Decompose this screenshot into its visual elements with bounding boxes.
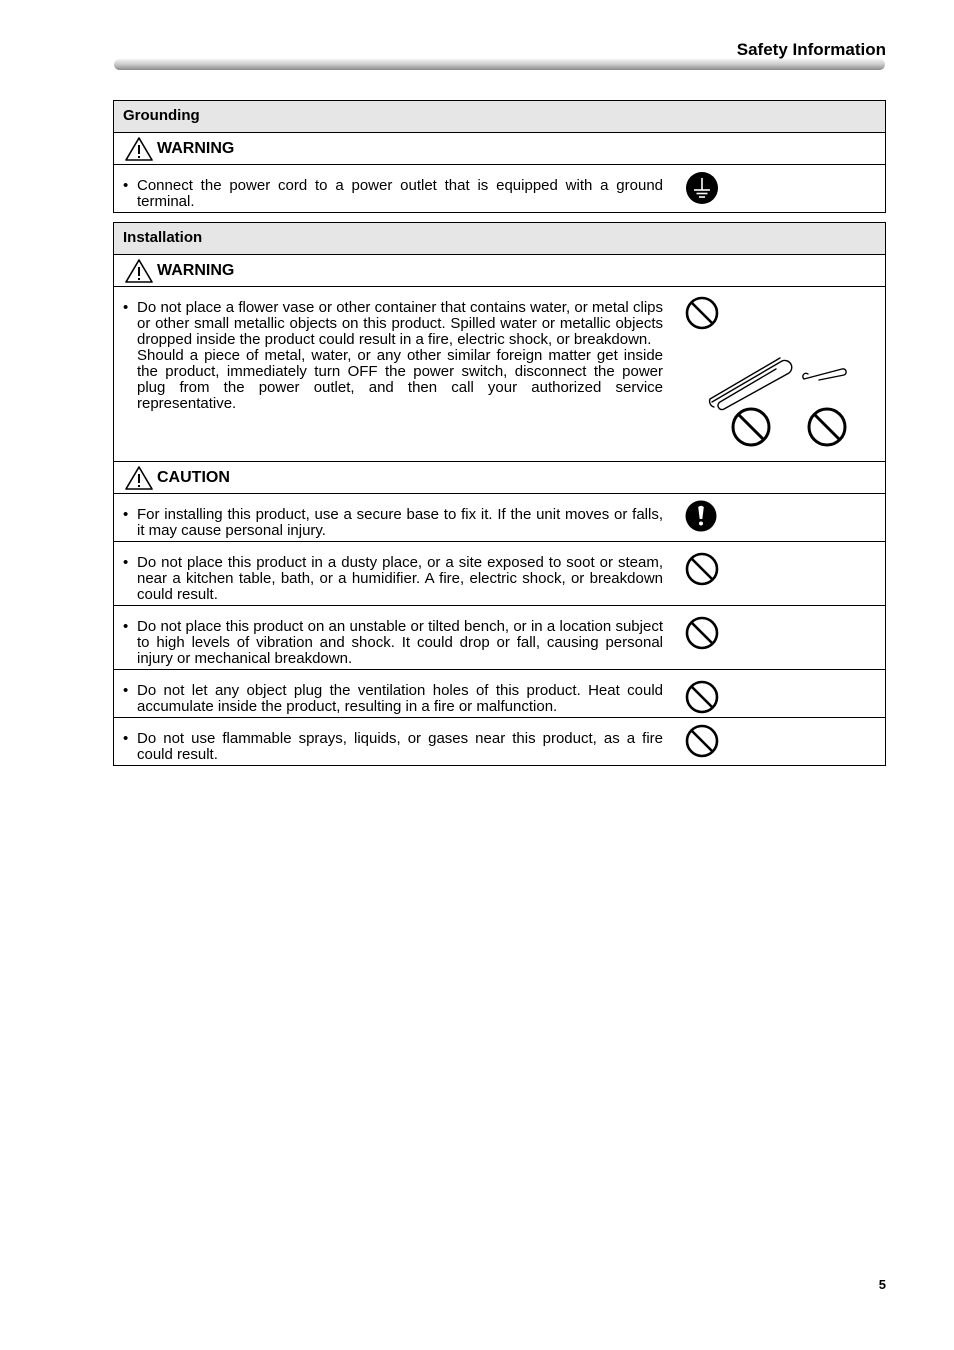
safety-item: • Do not use flammable sprays, liquids, or gases near this product, as a fire could result. [114,718,885,766]
safety-item-text: Do not use flammable sprays, liquids, or gases near this product, as a fire could result. [137,730,663,763]
prohibited-icon [685,724,719,758]
safety-item-text: Do not place this product on an unstable or tilted bench, or in a location subject to high levels of vibration and shock. It could drop or fall, causing personal injury or mechanical breakdown. [137,618,663,667]
page-number: 5 [878,1277,886,1292]
warning-triangle-icon [124,136,154,162]
installation-caution-header [114,462,885,494]
installation-section-title: Installation [114,223,885,255]
prohibited-icon [685,296,719,330]
prohibited-icon [685,552,719,586]
warning-label: WARNING [157,261,235,279]
safety-item-text: Do not place this product in a dusty place, or a site exposed to soot or steam, near a kitchen table, bath, or a humidifier. A fire, electric shock, or breakdown could result. [137,554,663,603]
ground-icon [685,171,719,205]
warning-triangle-icon [124,258,154,284]
prohibited-icon [685,680,719,714]
header-rule [114,59,885,70]
safety-item: • Do not place a flower vase or other container that contains water, or metal clips or other small metallic objects on this product. Spilled water or metallic objects dropped inside the product could result in a fire, electric shock, or breakdown. Should a piece of metal, water, or any other similar foreign matter get inside the product, immediately turn OFF the power switch, disconnect the power plug from the power outlet, and then call your authorized service representative. [114,287,885,462]
safety-item: • Connect the power cord to a power outlet that is equipped with a ground terminal. [114,165,885,213]
safety-item-text: Do not place a flower vase or other container that contains water, or metal clips or other small metallic objects on this product. Spilled water or metallic objects dropped inside the product could result in a fire, electric shock, or breakdown. [137,299,663,348]
safety-item-text: Do not let any object plug the ventilation holes of this product. Heat could accumulate inside the product, resulting in a fire or malfunction. [137,682,663,715]
warning-label: WARNING [157,139,235,157]
prohibited-icon [685,616,719,650]
safety-item-text-continued: Should a piece of metal, water, or any other similar foreign matter get inside the product, immediately turn OFF the power switch, disconnect the power plug from the power outlet, and then call your authorized service representative. [137,347,663,412]
safety-item-text: Connect the power cord to a power outlet that is equipped with a ground terminal. [137,177,663,210]
warning-triangle-icon [124,465,154,491]
grounding-section [113,100,886,213]
paper-clip-illustration [704,347,854,447]
grounding-warning-header [114,133,885,165]
safety-item: • For installing this product, use a secure base to fix it. If the unit moves or falls, it may cause personal injury. [114,494,885,542]
mandatory-icon [685,500,717,532]
safety-item-text: For installing this product, use a secure base to fix it. If the unit moves or falls, it may cause personal injury. [137,506,663,539]
caution-label: CAUTION [157,468,230,486]
safety-item: • Do not place this product in a dusty place, or a site exposed to soot or steam, near a kitchen table, bath, or a humidifier. A fire, electric shock, or breakdown could result. [114,542,885,606]
installation-section [113,222,886,766]
installation-warning-header [114,255,885,287]
page-header-title: Safety Information [736,40,886,59]
grounding-section-title: Grounding [114,101,885,133]
safety-item: • Do not let any object plug the ventilation holes of this product. Heat could accumulate inside the product, resulting in a fire or malfunction. [114,670,885,718]
safety-item: • Do not place this product on an unstable or tilted bench, or in a location subject to high levels of vibration and shock. It could drop or fall, causing personal injury or mechanical breakdown. [114,606,885,670]
